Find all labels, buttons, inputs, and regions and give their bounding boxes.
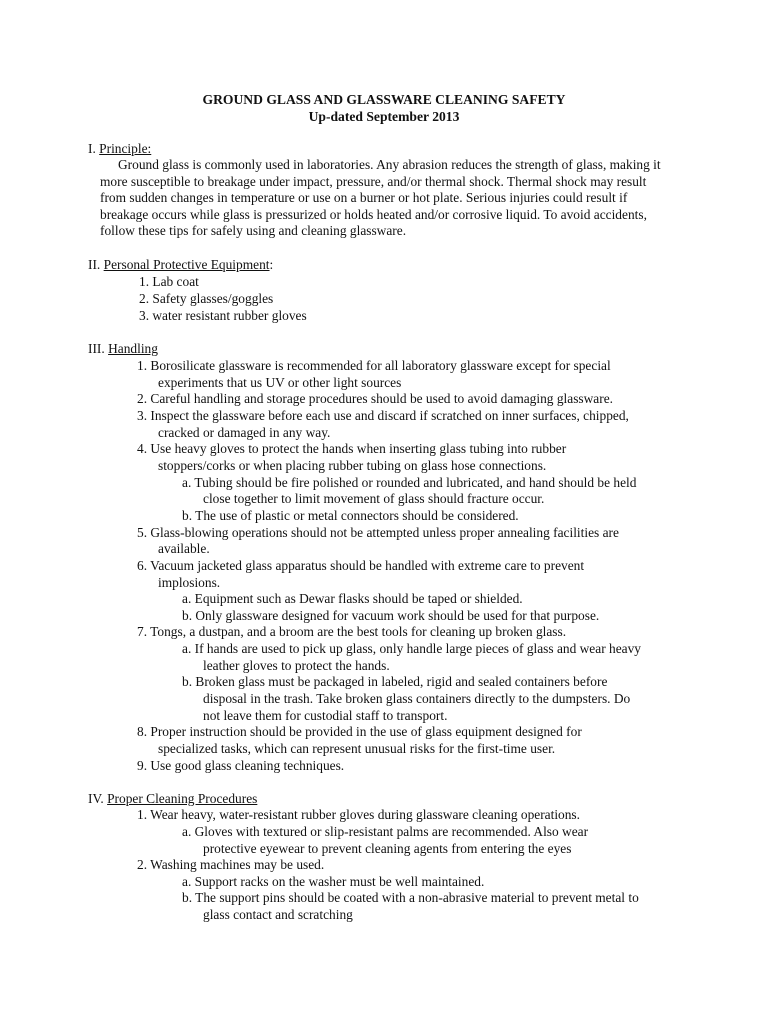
handling-item-1: 1. Borosilicate glassware is recommended for all laboratory glassware except for special <box>137 358 611 373</box>
cleaning-item-1a-cont: protective eyewear to prevent cleaning agents from entering the eyes <box>203 841 572 856</box>
section-handling-heading <box>88 341 158 358</box>
handling-item-6: 6. Vacuum jacketed glass apparatus should be handled with extreme care to prevent <box>137 558 585 573</box>
document-title: GROUND GLASS AND GLASSWARE CLEANING SAFETY <box>202 92 566 107</box>
document-subtitle: Up-dated September 2013 <box>308 109 460 124</box>
handling-item-8-cont: specialized tasks, which can represent unusual risks for the first-time user. <box>158 741 556 756</box>
section-ppe-heading <box>88 257 273 274</box>
section-title: Personal Protective Equipment <box>103 257 270 272</box>
handling-item-1-cont: experiments that us UV or other light sources <box>158 375 402 390</box>
cleaning-item-2b-cont: glass contact and scratching <box>203 907 353 922</box>
handling-item-9: 9. Use good glass cleaning techniques. <box>137 758 345 773</box>
handling-item-4: 4. Use heavy gloves to protect the hands when inserting glass tubing into rubber <box>137 441 567 456</box>
handling-item-7a: a. If hands are used to pick up glass, only handle large pieces of glass and wear heavy <box>182 641 641 656</box>
handling-item-7b: b. Broken glass must be packaged in labeled, rigid and sealed containers before <box>182 674 608 689</box>
handling-item-4a-cont: close together to limit movement of glass should fracture occur. <box>203 491 545 506</box>
handling-item-7b-cont: not leave them for custodial staff to transport. <box>203 708 448 723</box>
handling-item-6a: a. Equipment such as Dewar flasks should be taped or shielded. <box>182 591 523 606</box>
cleaning-item-1a: a. Gloves with textured or slip-resistant palms are recommended. Also wear <box>182 824 589 839</box>
handling-item-5-cont: available. <box>158 541 210 556</box>
handling-item-4-cont: stoppers/corks or when placing rubber tubing on glass hose connections. <box>158 458 547 473</box>
section-number: I. <box>88 141 96 156</box>
handling-item-6b: b. Only glassware designed for vacuum work should be used for that purpose. <box>182 608 600 623</box>
cleaning-item-1: 1. Wear heavy, water-resistant rubber gloves during glassware cleaning operations. <box>137 807 580 822</box>
handling-item-6-cont: implosions. <box>158 575 221 590</box>
cleaning-item-2b: b. The support pins should be coated with a non-abrasive material to prevent metal to <box>182 890 639 905</box>
section-number: III. <box>88 341 105 356</box>
cleaning-item-2: 2. Washing machines may be used. <box>137 857 325 872</box>
handling-item-8: 8. Proper instruction should be provided in the use of glass equipment designed for <box>137 724 582 739</box>
handling-item-2: 2. Careful handling and storage procedures should be used to avoid damaging glassware. <box>137 391 613 406</box>
handling-item-3: 3. Inspect the glassware before each use and discard if scratched on inner surfaces, chipped, <box>137 408 629 423</box>
section-number: IV. <box>88 791 104 806</box>
section-title: Handling <box>108 341 158 356</box>
section-number: II. <box>88 257 101 272</box>
ppe-item: 2. Safety glasses/goggles <box>139 291 274 306</box>
handling-item-5: 5. Glass-blowing operations should not be attempted unless proper annealing facilities are <box>137 525 619 540</box>
section-title: Principle: <box>99 141 152 156</box>
handling-item-4b: b. The use of plastic or metal connectors should be considered. <box>182 508 519 523</box>
section-title: Proper Cleaning Procedures <box>107 791 258 806</box>
cleaning-item-2a: a. Support racks on the washer must be well maintained. <box>182 874 485 889</box>
handling-item-7b-cont: disposal in the trash. Take broken glass containers directly to the dumpsters. Do <box>203 691 631 706</box>
principle-paragraph: Ground glass is commonly used in laboratories. Any abrasion reduces the strength of glass, making it more susceptible to breakage under impact, pressure, and/or thermal shock. Thermal shock may result from sudden changes in temperature or use on a burner or hot plate. Serious injuries could result if breakage occurs while glass is pressurized or holds heated and/or corrosive liquid. To avoid accidents, follow these tips for safely using and cleaning glassware. <box>100 157 661 239</box>
ppe-item: 1. Lab coat <box>139 274 199 289</box>
handling-item-7a-cont: leather gloves to protect the hands. <box>203 658 390 673</box>
handling-item-3-cont: cracked or damaged in any way. <box>158 425 331 440</box>
handling-item-4a: a. Tubing should be fire polished or rounded and lubricated, and hand should be held <box>182 475 637 490</box>
section-principle-heading <box>88 141 151 158</box>
section-title-colon: : <box>269 257 274 272</box>
handling-item-7: 7. Tongs, a dustpan, and a broom are the best tools for cleaning up broken glass. <box>137 624 567 639</box>
section-cleaning-heading <box>88 791 257 808</box>
ppe-item: 3. water resistant rubber gloves <box>139 308 307 323</box>
